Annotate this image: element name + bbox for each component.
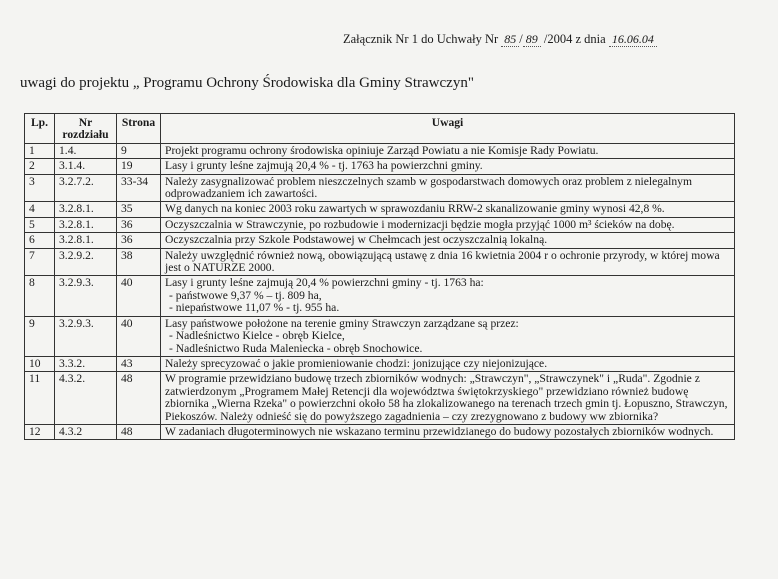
remark-line: W programie przewidziano budowę trzech zbiorników wodnych: „Strawczyn", „Strawczynek" i „Ruda". Zgodnie z zatwierdzonym „Programem Małej Retencji dla województwa świętokrzyskiego" przewidziano również budowę zbiornika „Wierna Rzeka" o powierzchni około 58 ha zlokalizowanego na terenach trzech gmin tj. Łopuszno, Strawczyn, Piekoszów. Należy odnieść się do powyższego zagadnienia – czy zrezygnowano z budowy ww zbiornika? xyxy=(165,372,728,423)
row-remark xyxy=(161,356,735,371)
row-chapter: 3.2.8.1. xyxy=(55,202,117,217)
remark-line: W zadaniach długoterminowych nie wskazano terminu przewidzianego do budowy pozostałych zbiorników wodnych. xyxy=(165,424,714,438)
annex-prefix: Załącznik Nr 1 do Uchwały Nr xyxy=(343,32,499,46)
row-chapter: 3.2.9.3. xyxy=(55,316,117,356)
table-row xyxy=(25,174,735,202)
row-chapter: 3.3.2. xyxy=(55,356,117,371)
table-row xyxy=(25,356,735,371)
row-chapter: 3.2.8.1. xyxy=(55,217,117,232)
table-header-row xyxy=(25,114,735,144)
remark-line: Oczyszczalnia w Strawczynie, po rozbudowie i modernizacji będzie mogła przyjąć 1000 m³ ścieków na dobę. xyxy=(165,217,675,231)
row-chapter: 3.1.4. xyxy=(55,159,117,174)
row-remark xyxy=(161,372,735,425)
row-chapter: 3.2.9.2. xyxy=(55,248,117,276)
table-row xyxy=(25,159,735,174)
row-page: 36 xyxy=(117,217,161,232)
row-lp: 6 xyxy=(25,233,55,248)
row-lp: 3 xyxy=(25,174,55,202)
row-page: 40 xyxy=(117,316,161,356)
row-remark xyxy=(161,233,735,248)
row-lp: 8 xyxy=(25,276,55,316)
resolution-number-2: 89 xyxy=(523,32,541,47)
remark-line: Projekt programu ochrony środowiska opiniuje Zarząd Powiatu a nie Komisje Rady Powiatu. xyxy=(165,143,599,157)
row-remark xyxy=(161,248,735,276)
resolution-date: 16.06.04 xyxy=(609,32,657,47)
table-row xyxy=(25,202,735,217)
row-page: 36 xyxy=(117,233,161,248)
row-chapter: 1.4. xyxy=(55,143,117,158)
header-nr-rozdzialu: Nr rozdziału xyxy=(55,114,117,144)
row-remark xyxy=(161,143,735,158)
row-lp: 10 xyxy=(25,356,55,371)
row-remark xyxy=(161,316,735,356)
row-page: 48 xyxy=(117,372,161,425)
remark-line: - państwowe 9,37 % – tj. 809 ha, xyxy=(169,288,322,302)
row-page: 40 xyxy=(117,276,161,316)
row-page: 35 xyxy=(117,202,161,217)
table-row xyxy=(25,217,735,232)
table-row xyxy=(25,316,735,356)
table-row xyxy=(25,276,735,316)
row-lp: 2 xyxy=(25,159,55,174)
remark-line: Lasy i grunty leśne zajmują 20,4 % powierzchni gminy - tj. 1763 ha: xyxy=(165,276,484,290)
document-title: uwagi do projektu „ Programu Ochrony Środowiska dla Gminy Strawczyn" xyxy=(20,75,474,91)
remark-line: Należy sprecyzować o jakie promieniowanie chodzi: jonizujące czy niejonizujące. xyxy=(165,356,548,370)
resolution-separator: / xyxy=(519,32,523,46)
remarks-table xyxy=(24,113,735,440)
row-lp: 11 xyxy=(25,372,55,425)
row-remark xyxy=(161,202,735,217)
header-lp: Lp. xyxy=(25,114,55,144)
row-remark xyxy=(161,159,735,174)
row-page: 48 xyxy=(117,424,161,439)
row-lp: 7 xyxy=(25,248,55,276)
row-chapter: 4.3.2 xyxy=(55,424,117,439)
row-chapter: 3.2.8.1. xyxy=(55,233,117,248)
row-lp: 1 xyxy=(25,143,55,158)
row-page: 43 xyxy=(117,356,161,371)
row-remark xyxy=(161,424,735,439)
row-page: 19 xyxy=(117,159,161,174)
resolution-number-1: 85 xyxy=(501,32,519,47)
row-remark xyxy=(161,276,735,316)
row-page: 33-34 xyxy=(117,174,161,202)
header-uwagi: Uwagi xyxy=(161,114,735,144)
remark-line: - Nadleśnictwo Ruda Malenieckа - obręb Snochowice. xyxy=(169,341,423,355)
row-lp: 9 xyxy=(25,316,55,356)
table-row xyxy=(25,248,735,276)
row-lp: 4 xyxy=(25,202,55,217)
remark-line: Należy uwzględnić również nową, obowiązującą ustawę z dnia 16 kwietnia 2004 r o ochronie przyrody, w której mowa jest o NATURZE 2000. xyxy=(165,248,720,275)
row-lp: 12 xyxy=(25,424,55,439)
row-chapter: 3.2.9.3. xyxy=(55,276,117,316)
row-remark xyxy=(161,174,735,202)
remark-line: - Nadleśnictwo Kielce - obręb Kielce, xyxy=(169,329,345,343)
row-lp: 5 xyxy=(25,217,55,232)
row-page: 38 xyxy=(117,248,161,276)
row-chapter: 3.2.7.2. xyxy=(55,174,117,202)
header-strona: Strona xyxy=(117,114,161,144)
row-remark xyxy=(161,217,735,232)
remark-line: Lasy i grunty leśne zajmują 20,4 % - tj. 1763 ha powierzchni gminy. xyxy=(165,159,483,173)
annex-year: /2004 z dnia xyxy=(543,32,606,46)
remark-line: Wg danych na koniec 2003 roku zawartych w sprawozdaniu RRW-2 skanalizowanie gminy wynosi 42,8 %. xyxy=(165,202,665,216)
remark-line: - niepaństwowe 11,07 % - tj. 955 ha. xyxy=(169,301,340,315)
annex-reference xyxy=(343,32,657,47)
remark-line: Oczyszczalnia przy Szkole Podstawowej w Chełmcach jest oczyszczalnią lokalną. xyxy=(165,233,548,247)
row-page: 9 xyxy=(117,143,161,158)
table-row xyxy=(25,143,735,158)
table-row xyxy=(25,233,735,248)
row-chapter: 4.3.2. xyxy=(55,372,117,425)
table-row xyxy=(25,424,735,439)
remark-line: Lasy państwowe położone na terenie gminy Strawczyn zarządzane są przez: xyxy=(165,316,519,330)
remark-line: Należy zasygnalizować problem nieszczelnych szamb w gospodarstwach domowych oraz problem z nielegalnym odprowadzaniem ich zawartości. xyxy=(165,174,693,201)
table-row xyxy=(25,372,735,425)
